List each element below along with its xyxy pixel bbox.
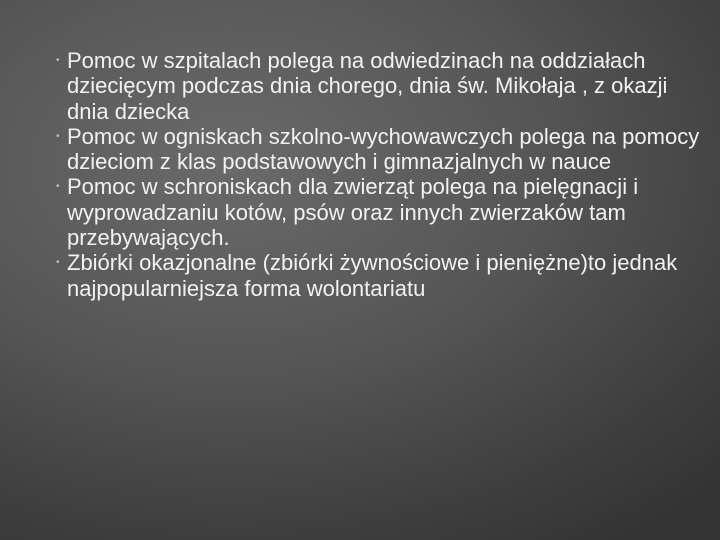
bullet-text: Pomoc w schroniskach dla zwierząt polega na pielęgnacji i wyprowadzaniu kotów, psów oraz innych zwierzaków tam przebywających. — [67, 174, 639, 251]
bullet-text: Zbiórki okazjonalne (zbiórki żywnościowe i pieniężne)to jednak najpopularniejsza forma wolontariatu — [67, 250, 678, 301]
bullet-item-collections — [0, 250, 720, 301]
bullet-text: Pomoc w szpitalach polega na odwiedzinach na oddziałach dziecięcym podczas dnia chorego, dnia św. Mikołaja , z okazji dnia dziecka — [67, 48, 668, 124]
bullet-icon: • — [56, 55, 60, 66]
bullet-text: Pomoc w ogniskach szkolno-wychowawczych polega na pomocy dzieciom z klas podstawowych i gimnazjalnych w nauce — [67, 123, 700, 175]
bullet-item-animal-shelters — [0, 174, 720, 250]
bullet-icon: • — [56, 130, 60, 142]
bullet-list — [0, 48, 720, 301]
bullet-icon: • — [56, 257, 60, 269]
bullet-item-hospitals — [0, 48, 720, 124]
bullet-icon: • — [56, 181, 60, 193]
bullet-item-education-centers — [0, 124, 720, 175]
